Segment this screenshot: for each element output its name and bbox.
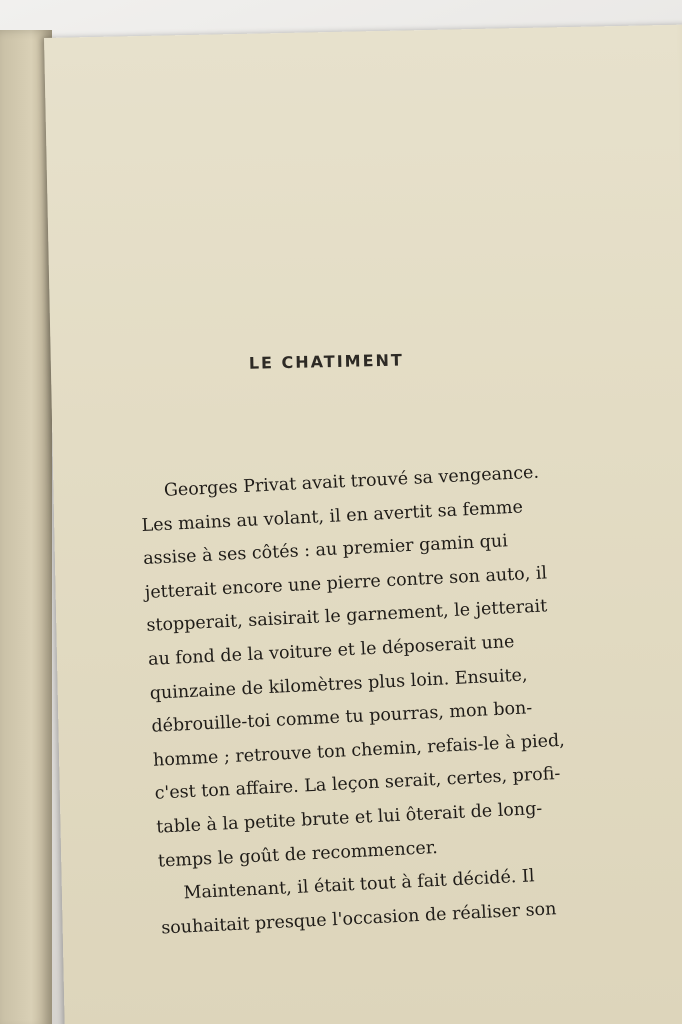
text-line: débrouille-toi comme tu pourras, mon bon- (150, 698, 533, 737)
page-shadow (676, 24, 682, 1024)
text-line: Les mains au volant, il en avertit sa femme (141, 497, 524, 536)
text-line: homme ; retrouve ton chemin, refais-le à pied, (152, 730, 566, 771)
text-line: table à la petite brute et lui ôterait de long- (155, 798, 543, 838)
text-line: Maintenant, il était tout à fait décidé. Il (183, 866, 535, 904)
text-line: quinzaine de kilomètres plus loin. Ensuite, (149, 664, 528, 704)
text-line: jetterait encore une pierre contre son auto, il (144, 563, 548, 603)
text-line: c'est ton affaire. La leçon serait, certes, profi- (154, 764, 561, 805)
chapter-title: LE CHATIMENT (248, 350, 405, 373)
text-line: Georges Privat avait trouvé sa vengeance. (163, 462, 540, 501)
book-page (44, 24, 682, 1024)
text-line: stopperait, saisirait le garnement, le jetterait (146, 596, 548, 637)
left-page-edge (0, 30, 52, 1024)
text-line: au fond de la voiture et le déposerait une (147, 631, 515, 670)
text-line: souhaitait presque l'occasion de réaliser son (160, 898, 557, 939)
text-line: temps le goût de recommencer. (157, 837, 439, 872)
body-text (139, 452, 661, 946)
text-line: assise à ses côtés : au premier gamin qui (142, 531, 509, 570)
